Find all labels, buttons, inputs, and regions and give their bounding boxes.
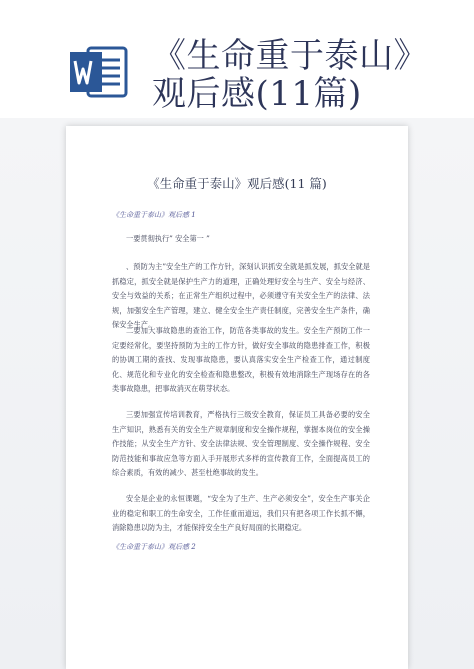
document-title: 《生命重于泰山》观后感(11 篇) [147,176,327,191]
document-page [66,126,408,669]
page-title-line-1: 《生命重于泰山》 [152,36,428,76]
section-label: 《生命重于泰山》观后感 1 [112,211,196,219]
microsoft-word-icon [68,42,128,102]
paragraph: 二要加大事故隐患的查治工作，防范各类事故的发生。安全生产预防工作一定要经常化，要坚持预防为主的工作方针，做好安全事故的隐患排查工作，积极的协调工期的查找、发现事故隐患，要认真落实安全生产检查工作，通过制度化、规范化和专业化的安全检查和隐患整改，积极有效地消除生产现场存在的各类事故隐患，把事故消灭在萌芽状态。 [112,326,370,393]
paragraph: 三要加强宣传培训教育，严格执行三级安全教育，保证员工具备必要的安全生产知识，熟悉有关的安全生产规章制度和安全操作规程，掌握本岗位的安全操作技能；从安全生产方针、安全法律法规、安全管理制度、安全操作规程、安全防范技能和事故应急等方面入手开展形式多样的宣传教育工作，全面提高员工的综合素质，有效的减少、甚至杜绝事故的发生。 [112,410,370,477]
section-label: 《生命重于泰山》观后感 2 [112,543,196,551]
paragraph: 、预防为主”安全生产的工作方针，深刻认识抓安全就是抓发展，抓安全就是抓稳定，抓安全就是保护生产力的道理，正确处理好安全与生产、安全与经济、安全与效益的关系；在正常生产组织过程中，必须遵守有关安全生产的法律、法规，加强安全生产管理，建立、健全安全生产责任制度，完善安全生产条件，确保安全生产。 [112,262,370,329]
paragraph: 一要贯彻执行” 安全第一 ” [126,234,210,243]
page-title-line-2: 观后感(11篇) [152,74,362,114]
paragraph: 安全是企业的永恒课题，“安全为了生产、生产必须安全”，安全生产事关企业的稳定和职工的生命安全，工作任重而道远，我们只有把各项工作长抓不懈，消除隐患以防为主，才能保持安全生产良好局面的长期稳定。 [112,494,370,532]
page-header [0,0,474,118]
